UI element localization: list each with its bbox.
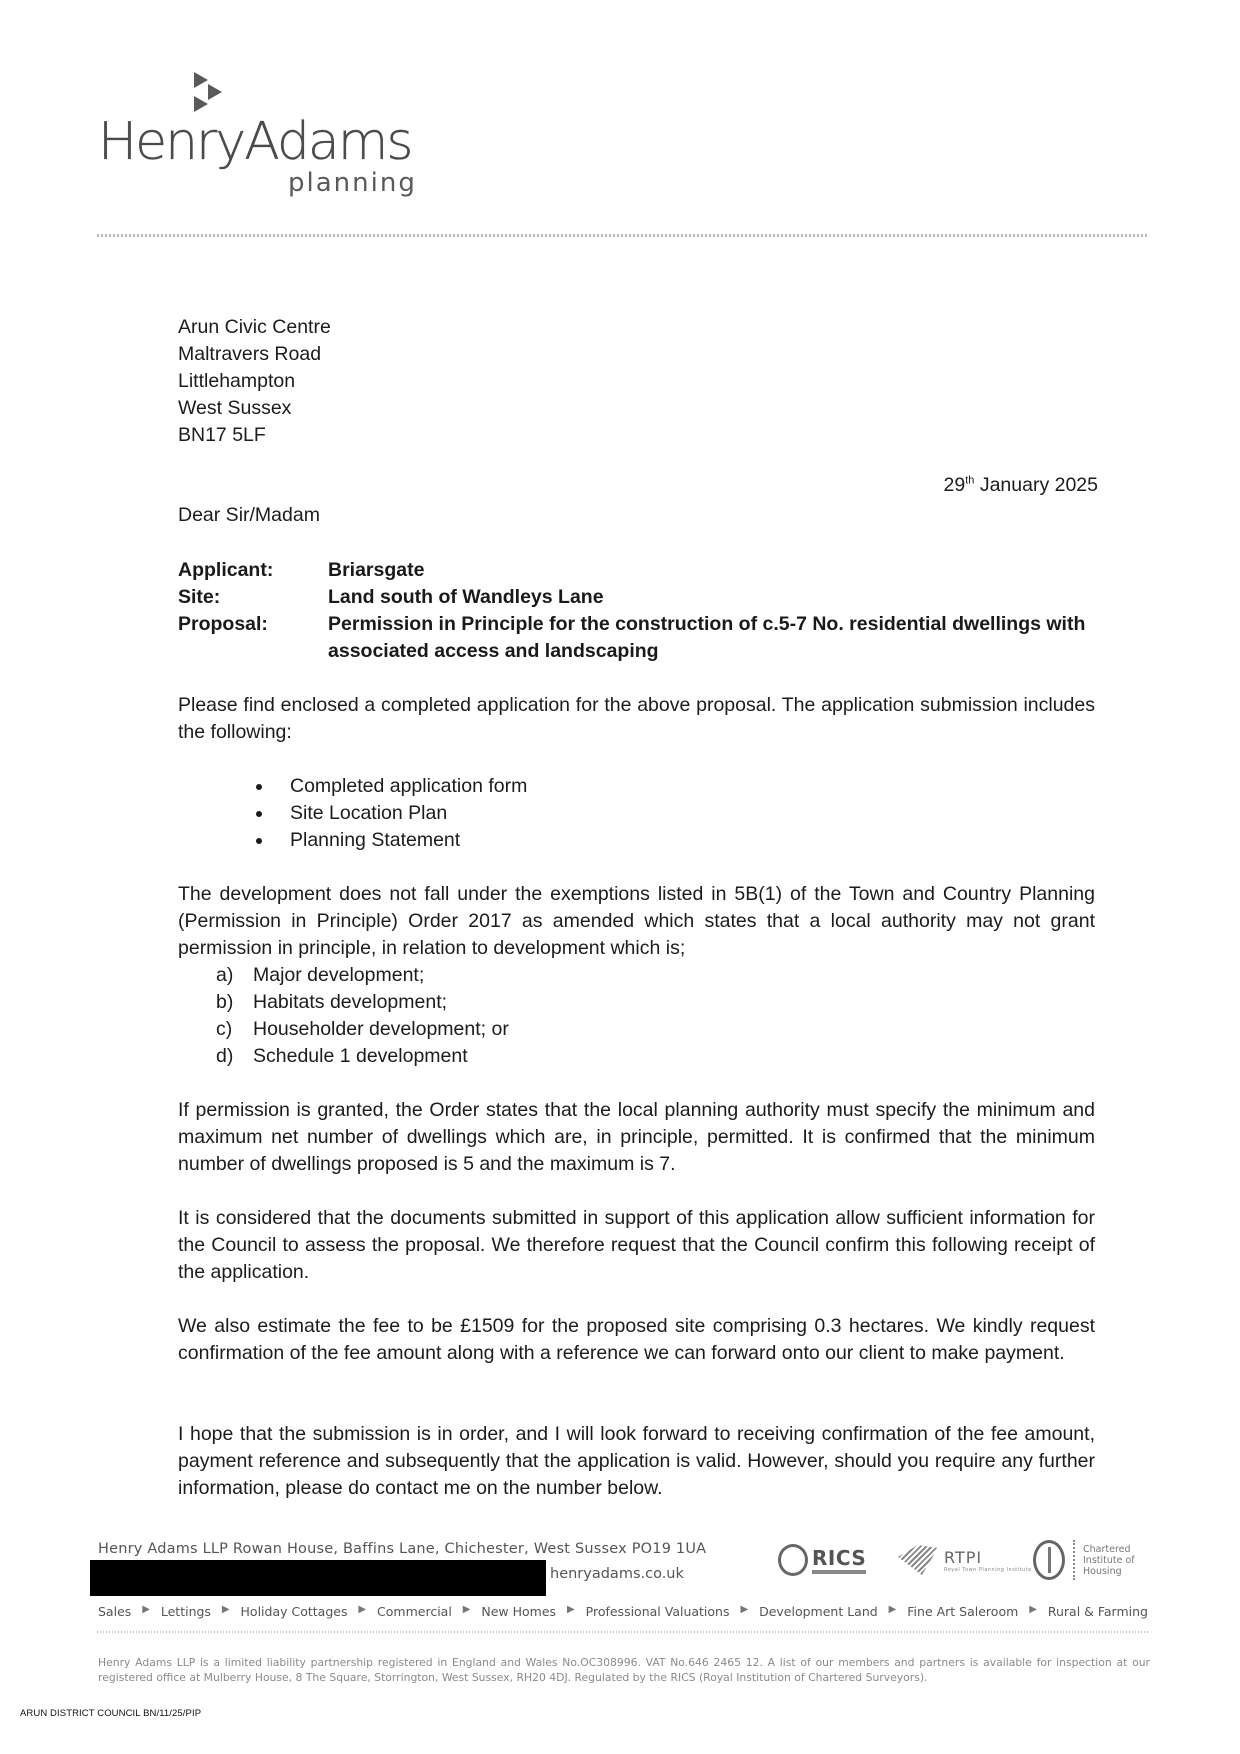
recipient-address — [178, 314, 331, 449]
footer-address: Henry Adams LLP Rowan House, Baffins Lane, Chichester, West Sussex PO19 1UA — [98, 1541, 707, 1557]
list-item — [216, 989, 509, 1016]
rtpi-mark-icon — [898, 1545, 938, 1575]
rtpi-text: RTPI — [944, 1547, 983, 1567]
list-text: Householder development; or — [253, 1018, 509, 1040]
detail-label: Applicant: — [178, 559, 274, 581]
cih-mark-icon — [1033, 1540, 1065, 1580]
arrow-right-icon: ▶ — [567, 1604, 575, 1615]
list-marker: c) — [216, 1018, 233, 1040]
body-paragraph-closing: I hope that the submission is in order, and I will look forward to receiving confirmation of the fee amount, payment reference and subsequently that the application is valid. However, should you require any further information, please do contact me on the number below. — [178, 1423, 1095, 1499]
detail-row-site — [178, 584, 1098, 611]
service-item: Commercial — [377, 1604, 452, 1619]
detail-value: Permission in Principle for the construction of c.5-7 No. residential dwellings with associated access and landscaping — [328, 613, 1086, 662]
cih-text-line: Institute of — [1083, 1554, 1135, 1566]
rics-logo — [778, 1535, 866, 1585]
date-rest: January 2025 — [979, 474, 1098, 496]
rics-crest-icon — [778, 1544, 808, 1576]
council-reference-stamp: ARUN DISTRICT COUNCIL BN/11/25/PIP — [20, 1708, 202, 1719]
body-paragraph-documents: It is considered that the documents submitted in support of this application allow sufficient information for the Council to assess the proposal. We therefore request that the Council confirm this following receipt of the application. — [178, 1207, 1095, 1283]
arrow-right-icon: ▶ — [888, 1604, 897, 1615]
service-item: Professional Valuations — [585, 1604, 730, 1619]
date-day: 29 — [943, 474, 966, 496]
redaction-block — [90, 1560, 546, 1596]
cih-text-line: Chartered — [1083, 1543, 1131, 1555]
detail-row-applicant — [178, 557, 1098, 584]
letter-date — [944, 474, 1098, 497]
date-suffix: th — [965, 474, 975, 487]
list-marker: d) — [216, 1045, 234, 1067]
detail-row-proposal — [178, 611, 1098, 665]
address-line: Arun Civic Centre — [178, 316, 331, 338]
accreditation-logos — [778, 1535, 1148, 1585]
list-text: Major development; — [253, 964, 425, 986]
rics-text: RICS — [812, 1546, 866, 1574]
service-item: Sales — [98, 1604, 132, 1619]
list-item — [216, 962, 509, 989]
service-item: New Homes — [481, 1604, 557, 1619]
detail-value: Land south of Wandleys Lane — [328, 586, 604, 608]
address-line: Maltravers Road — [178, 343, 322, 365]
list-text: Habitats development; — [253, 991, 448, 1013]
cih-text-line: Housing — [1083, 1565, 1122, 1577]
list-item: Completed application form — [256, 773, 527, 800]
legal-notice: Henry Adams LLP is a limited liability partnership registered in England and Wales No.OC308996. VAT No.646 2465 12. A list of our members and partners is available for inspection at our registered office at Mulberry House, 8 The Square, Storrington, West Sussex, RH20 4DJ. Regulated by the RICS (Royal Institution of Chartered Surveyors). — [98, 1656, 1150, 1684]
body-paragraph-dwellings: If permission is granted, the Order states that the local planning authority must specify the minimum and maximum net number of dwellings which are, in principle, permitted. It is confirmed that the minimum number of dwellings proposed is 5 and the maximum is 7. — [178, 1099, 1095, 1175]
exemptions-list — [216, 962, 509, 1070]
service-item: Holiday Cottages — [240, 1604, 348, 1619]
arrow-right-icon: ▶ — [462, 1604, 471, 1615]
arrow-right-icon: ▶ — [221, 1604, 230, 1615]
list-item — [216, 1043, 509, 1070]
address-line: West Sussex — [178, 397, 292, 419]
list-item — [216, 1016, 509, 1043]
services-list — [98, 1604, 1148, 1619]
address-line: Littlehampton — [178, 370, 296, 392]
body-paragraph-exemptions: The development does not fall under the exemptions listed in 5B(1) of the Town and Country Planning (Permission in Principle) Order 2017 as amended which states that a local authority may not grant permission in principle, in relation to development which is; — [178, 883, 1095, 959]
header-divider — [97, 234, 1149, 237]
cih-separator — [1073, 1540, 1075, 1580]
list-marker: a) — [216, 964, 234, 986]
application-details — [178, 557, 1098, 665]
address-line: BN17 5LF — [178, 424, 266, 446]
service-item: Lettings — [160, 1604, 211, 1619]
rtpi-logo — [898, 1535, 1032, 1585]
list-text: Schedule 1 development — [253, 1045, 468, 1067]
arrow-right-icon: ▶ — [740, 1604, 749, 1615]
cih-logo — [1033, 1535, 1135, 1585]
detail-label: Site: — [178, 586, 221, 608]
list-item: Planning Statement — [256, 827, 527, 854]
service-item: Development Land — [759, 1604, 878, 1619]
logo-brand-text: HenryAdams — [98, 112, 412, 172]
arrow-right-icon: ▶ — [1029, 1604, 1037, 1615]
rtpi-subtext: Royal Town Planning Institute — [944, 1566, 1032, 1573]
footer-website: henryadams.co.uk — [550, 1566, 684, 1582]
service-item: Rural & Farming — [1047, 1604, 1148, 1619]
detail-label: Proposal: — [178, 613, 268, 635]
list-marker: b) — [216, 991, 234, 1013]
list-item: Site Location Plan — [256, 800, 527, 827]
footer-divider — [97, 1631, 1149, 1633]
service-item: Fine Art Saleroom — [907, 1604, 1019, 1619]
body-paragraph-intro: Please find enclosed a completed application for the above proposal. The application submission includes the following: — [178, 694, 1095, 743]
henry-adams-planning-logo — [98, 70, 418, 200]
arrow-right-icon: ▶ — [142, 1604, 150, 1615]
logo-sub-text: planning — [288, 168, 417, 198]
salutation: Dear Sir/Madam — [178, 504, 320, 526]
detail-value: Briarsgate — [328, 559, 425, 581]
arrow-right-icon: ▶ — [358, 1604, 367, 1615]
enclosures-list — [256, 773, 527, 854]
body-paragraph-fee: We also estimate the fee to be £1509 for the proposed site comprising 0.3 hectares. We kindly request confirmation of the fee amount along with a reference we can forward onto our client to make payment. — [178, 1315, 1095, 1364]
